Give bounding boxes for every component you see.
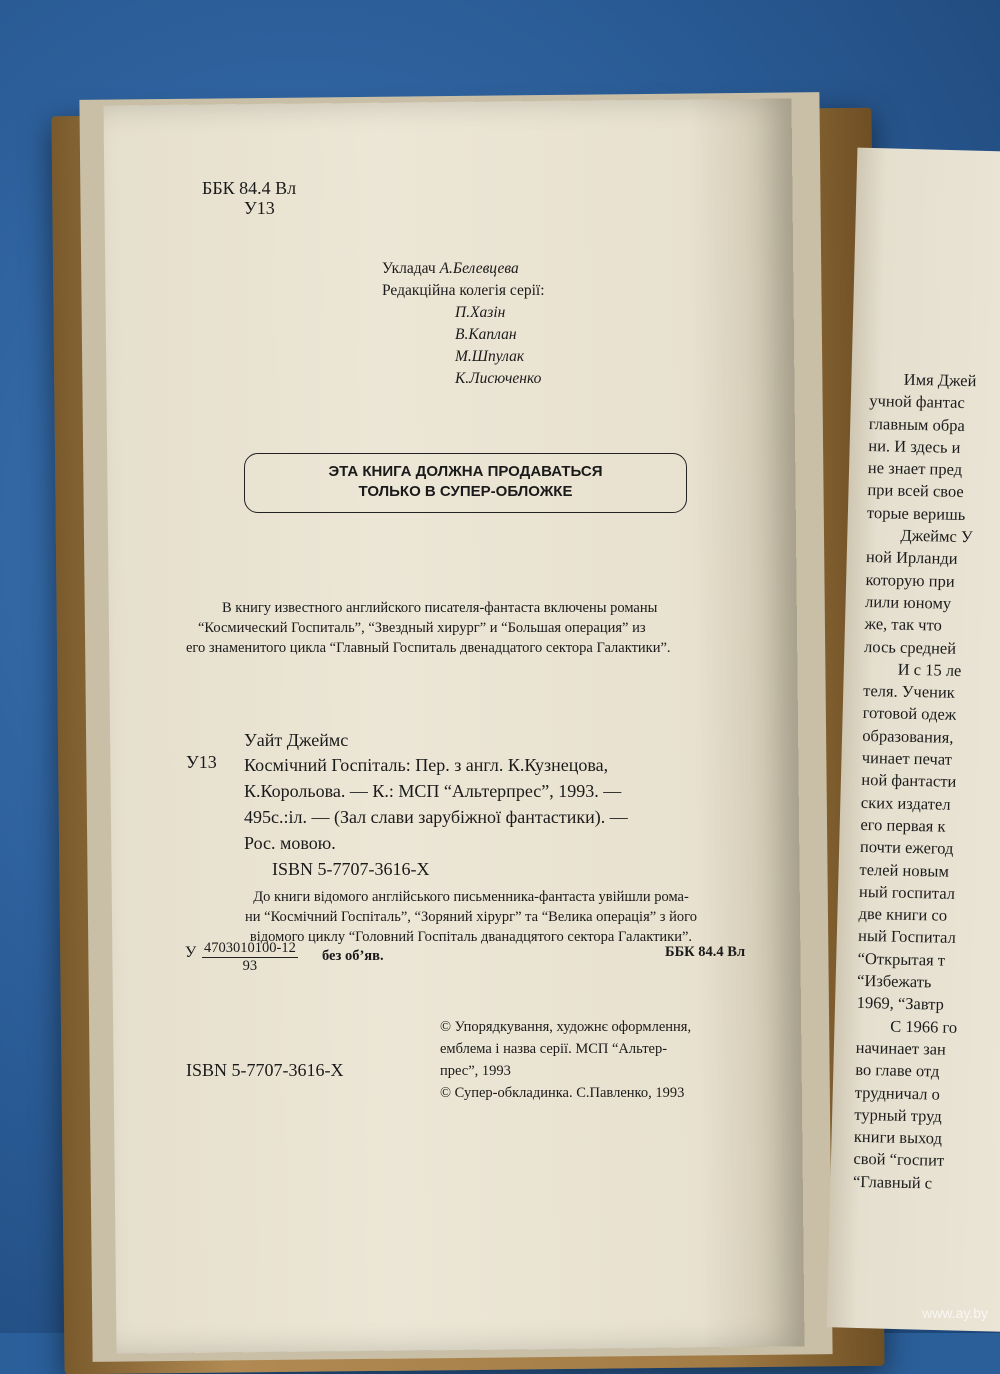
text-line: телей новым xyxy=(859,859,950,881)
annotation-line: відомого циклу “Головний Госпіталь дванадцятого сектора Галактики”. xyxy=(249,929,693,945)
text-line: книги выход xyxy=(853,1126,943,1148)
text-line: “Главный с xyxy=(852,1171,933,1193)
text-line: ной Ирланди xyxy=(865,547,958,569)
text-line: турный труд xyxy=(854,1104,942,1126)
text-line: торые веришь xyxy=(866,502,966,524)
no-advert-note: без об’яв. xyxy=(322,948,384,964)
text-line: ный госпитал xyxy=(858,881,956,903)
right-page-text xyxy=(853,368,977,1195)
text-line: лили юному xyxy=(864,591,952,613)
catalog-index: У13 xyxy=(186,752,217,772)
bib-line: 495с.:іл. — (Зал слави зарубіжної фантастики). — xyxy=(244,807,628,827)
credits-block xyxy=(382,258,545,390)
warning-line: ЭТА КНИГА ДОЛЖНА ПРОДАВАТЬСЯ xyxy=(328,463,603,480)
text-line: ских издател xyxy=(860,792,951,814)
text-line: ной фантасти xyxy=(861,770,957,792)
text-line: 1969, “Завтр xyxy=(856,993,945,1014)
text-line: свой “госпит xyxy=(853,1149,945,1171)
text-line: учной фантас xyxy=(869,391,965,413)
text-line: “Избежать xyxy=(856,970,932,992)
annotation-line: ни “Космічний Госпіталь”, “Зоряний хірург” та “Велика операція” з його xyxy=(245,909,697,925)
compiler-label: Укладач xyxy=(382,260,436,277)
annotation-line: “Космический Госпиталь”, “Звездный хирург” и “Большая операция” из xyxy=(198,620,646,636)
copyright-line: емблема і назва серії. МСП “Альтер- xyxy=(440,1041,668,1057)
text-line: образования, xyxy=(862,725,954,747)
bib-line: Космічний Госпіталь: Пер. з англ. К.Кузнецова, xyxy=(244,755,609,775)
text-line: его первая к xyxy=(860,814,946,836)
bbk-code: ББК 84.4 Вл xyxy=(202,178,297,198)
compiler-name: А.Белевцева xyxy=(439,260,519,277)
author-heading: Уайт Джеймс xyxy=(244,730,349,750)
annotation-russian xyxy=(186,598,671,658)
supercover-warning-box xyxy=(244,453,687,513)
bbk-index: У13 xyxy=(244,198,275,218)
watermark: www.ay.by xyxy=(922,1305,988,1321)
text-line: начинает зан xyxy=(855,1037,947,1059)
board-member: К.Лисюченко xyxy=(455,370,542,387)
board-member: П.Хазін xyxy=(455,304,506,321)
text-line: И с 15 ле xyxy=(897,659,962,680)
text-line: чинает печат xyxy=(861,747,953,769)
text-line: ный Госпитал xyxy=(857,926,957,948)
bibliographic-description xyxy=(244,752,628,882)
copyright-line: © Упорядкування, художнє оформлення, xyxy=(440,1019,692,1035)
text-line: две книги со xyxy=(858,904,948,925)
text-line: готовой одеж xyxy=(862,703,957,725)
text-line: во главе отд xyxy=(855,1060,940,1081)
board-label: Редакційна колегія серії: xyxy=(382,282,545,299)
catalog-fraction xyxy=(202,940,298,975)
fraction-denominator: 93 xyxy=(242,958,258,974)
text-line: лось средней xyxy=(863,636,957,658)
annotation-ukrainian xyxy=(186,887,756,947)
text-line: почти ежегод xyxy=(859,837,954,859)
text-line: “Открытая т xyxy=(857,948,946,970)
bib-line: Рос. мовою. xyxy=(244,833,336,853)
annotation-line: его знаменитого цикла “Главный Госпиталь двенадцатого сектора Галактики”. xyxy=(186,640,671,656)
annotation-line: До книги відомого англійського письменника-фантаста увійшли рома- xyxy=(253,889,689,905)
compiler-line xyxy=(382,258,545,280)
bbk-code-bottom: ББК 84.4 Вл xyxy=(665,944,746,960)
annotation-line: В книгу известного английского писателя-фантаста включены романы xyxy=(222,600,658,616)
text-line: главным обра xyxy=(868,413,966,435)
text-line: ни. И здесь и xyxy=(868,435,961,457)
copyright-line: © Супер-обкладинка. С.Павленко, 1993 xyxy=(440,1085,685,1101)
fraction-numerator: 4703010100-12 xyxy=(204,940,296,956)
isbn-line: ISBN 5-7707-3616-X xyxy=(272,859,430,879)
isbn-bottom: ISBN 5-7707-3616-X xyxy=(186,1060,344,1080)
text-line: теля. Ученик xyxy=(863,681,956,703)
text-line: трудничал о xyxy=(854,1082,941,1104)
catalog-prefix: У xyxy=(185,944,197,961)
text-line: Имя Джей xyxy=(903,369,977,391)
text-line: при всей свое xyxy=(867,480,964,502)
board-member: В.Каплан xyxy=(455,326,517,343)
warning-line: ТОЛЬКО В СУПЕР-ОБЛОЖКЕ xyxy=(358,483,573,500)
text-line: которую при xyxy=(865,569,955,591)
board-member: М.Шпулак xyxy=(455,348,525,365)
copyright-line: прес”, 1993 xyxy=(440,1063,511,1079)
text-line: С 1966 го xyxy=(890,1016,958,1037)
text-line: не знает пред xyxy=(867,458,963,480)
text-line: Джеймс У xyxy=(900,525,973,547)
text-line: же, так что xyxy=(864,614,943,635)
copyright-block xyxy=(440,1016,691,1104)
bib-line: К.Корольова. — К.: МСП “Альтерпрес”, 1993. — xyxy=(244,781,622,801)
